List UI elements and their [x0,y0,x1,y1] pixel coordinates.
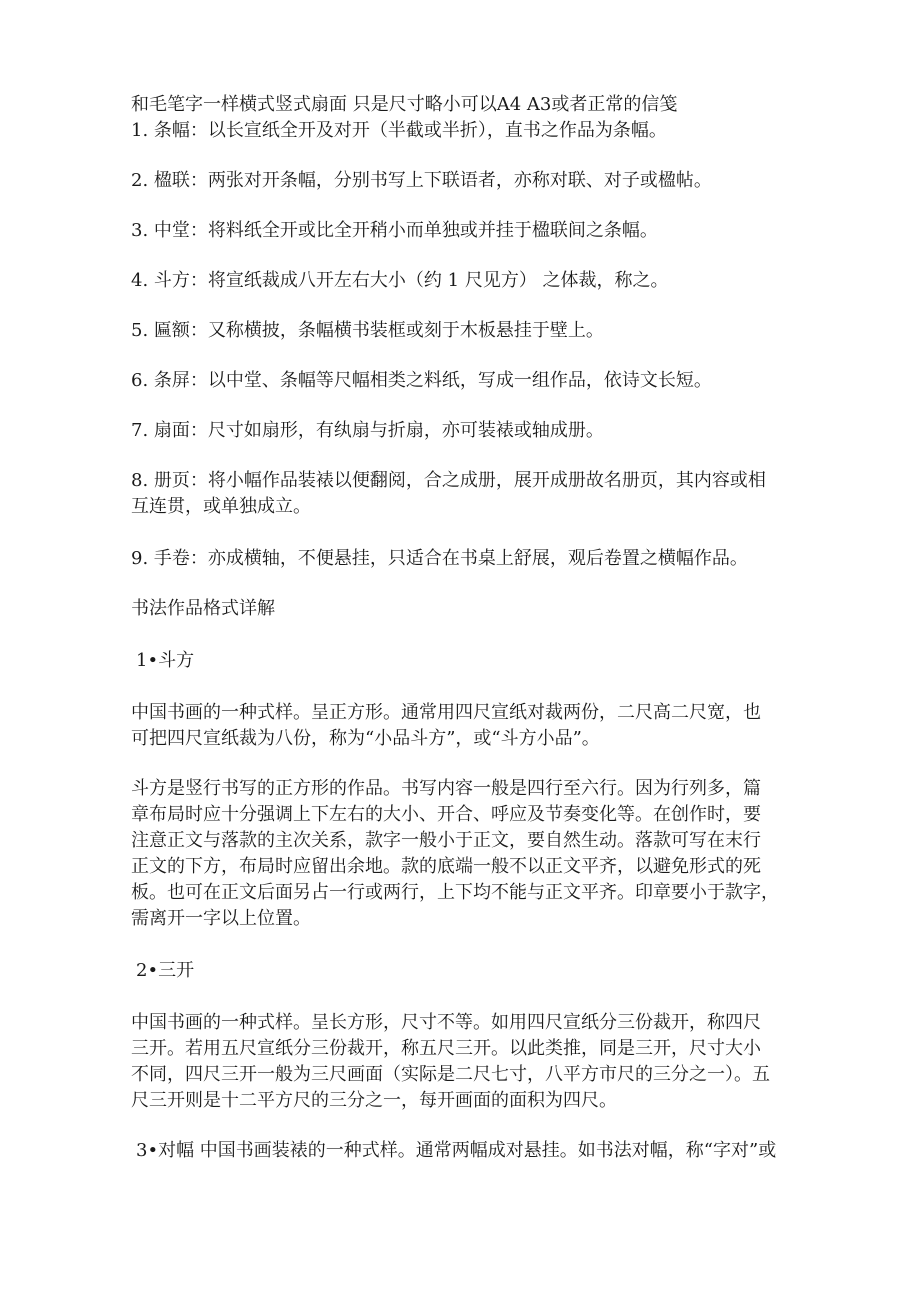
item-number: 6. [131,370,149,391]
item-text: 册页：将小幅作品装裱以便翻阅，合之成册，展开成册故名册页，其内容或相 [153,470,766,491]
list-item [131,368,811,394]
item-text: 斗方：将宣纸裁成八开左右大小（约 1 尺见方） 之体裁，称之。 [153,270,669,291]
list-item-continuation: 互连贯，或单独成立。 [131,496,311,517]
item-number: 9. [131,548,149,569]
item-text: 匾额：又称横披，条幅横书装框或刻于木板悬挂于壁上。 [153,320,604,341]
section-heading: 1•斗方 [136,650,195,671]
list-item [131,468,811,494]
paragraph-line: 不同，四尺三开一般为三尺画面（实际是二尺七寸，八平方市尺的三分之一）。五 [131,1064,770,1085]
list-item [131,118,811,144]
item-text: 条屏：以中堂、条幅等尺幅相类之料纸，写成一组作品，依诗文长短。 [153,370,712,391]
list-item [131,218,811,244]
paragraph-line: 注意正文与落款的主次关系，款字一般小于正文，要自然生动。落款可写在末行 [131,830,761,851]
list-item [131,418,811,444]
list-item [131,268,811,294]
paragraph-line: 正文的下方，布局时应留出余地。款的底端一般不以正文平齐，以避免形式的死 [131,856,761,877]
paragraph-line: 中国书画的一种式样。呈正方形。通常用四尺宣纸对裁两份，二尺高二尺宽，也 [131,702,761,723]
paragraph-line: 板。也可在正文后面另占一行或两行，上下均不能与正文平齐。印章要小于款字， [131,882,779,903]
paragraph-line: 可把四尺宣纸裁为八份，称为“小品斗方”，或“斗方小品”。 [131,728,600,749]
paragraph-line: 需离开一字以上位置。 [131,908,311,929]
paragraph-line: 章布局时应十分强调上下左右的大小、开合、呼应及节奏变化等。在创作时，要 [131,804,761,825]
section-heading: 2•三开 [136,960,195,981]
item-text: 手卷：亦成横轴，不便悬挂，只适合在书桌上舒展，观后卷置之横幅作品。 [153,548,748,569]
item-text: 条幅：以长宣纸全开及对开（半截或半折），直书之作品为条幅。 [153,120,667,141]
item-text: 楹联：两张对开条幅，分别书写上下联语者，亦称对联、对子或楹帖。 [153,170,712,191]
paragraph-line: 尺三开则是十二平方尺的三分之一，每开画面的面积为四尺。 [131,1090,617,1111]
item-number: 7. [131,420,149,441]
list-item [131,318,811,344]
list-item [131,168,811,194]
paragraph-line: 中国书画的一种式样。呈长方形，尺寸不等。如用四尺宣纸分三份裁开，称四尺 [131,1012,761,1033]
paragraph-line: 3•对幅 中国书画装裱的一种式样。通常两幅成对悬挂。如书法对幅，称“字对”或 [136,1140,777,1161]
list-item [131,546,811,572]
section-title: 书法作品格式详解 [131,598,275,619]
intro-line: 和毛笔字一样横式竖式扇面 只是尺寸略小可以A4 A3或者正常的信笺 [131,94,678,115]
item-number: 2. [131,170,149,191]
paragraph-line: 三开。若用五尺宣纸分三份裁开，称五尺三开。以此类推，同是三开，尺寸大小 [131,1038,761,1059]
item-number: 8. [131,470,149,491]
paragraph-line: 斗方是竖行书写的正方形的作品。书写内容一般是四行至六行。因为行列多，篇 [131,778,761,799]
item-number: 3. [131,220,149,241]
item-number: 1. [131,120,149,141]
item-number: 4. [131,270,149,291]
item-text: 扇面：尺寸如扇形，有纨扇与折扇，亦可装裱或轴成册。 [153,420,604,441]
item-number: 5. [131,320,149,341]
item-text: 中堂：将料纸全开或比全开稍小而单独或并挂于楹联间之条幅。 [153,220,658,241]
